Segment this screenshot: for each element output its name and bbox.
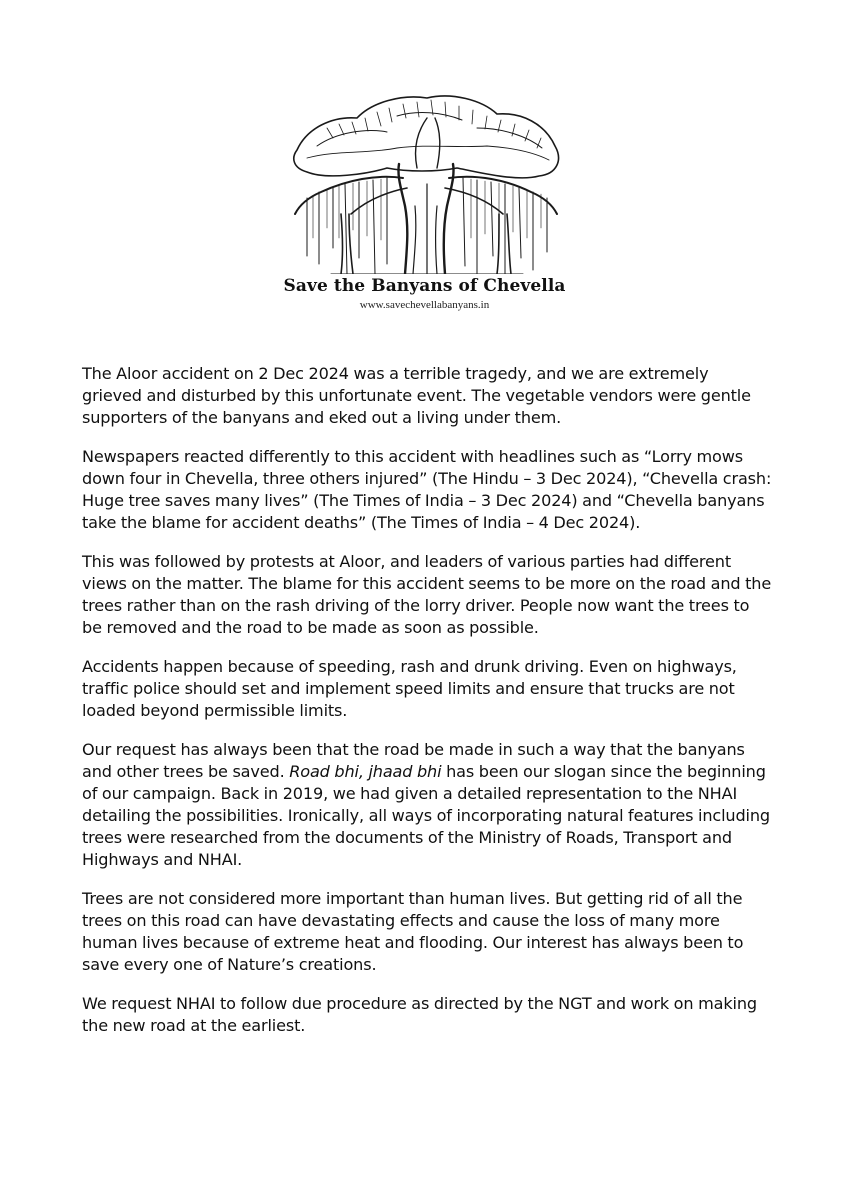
org-title: Save the Banyans of Chevella bbox=[283, 276, 566, 296]
paragraph-2: Newspapers reacted differently to this accident with headlines such as “Lorry mows down four in Chevella, three others injured” (The Hindu – 3 Dec 2024), “Chevella crash: Huge tree saves many lives” (The Times of India – 3 Dec 2024) and “Chevella banyans take the blame for accident deaths” (The Times of India – 4 Dec 2024). bbox=[82, 447, 772, 532]
paragraph-1: The Aloor accident on 2 Dec 2024 was a terrible tragedy, and we are extremely grieved and disturbed by this unfortunate event. The vegetable vendors were gentle supporters of the banyans and eked out a living under them. bbox=[82, 364, 751, 427]
paragraph-7: We request NHAI to follow due procedure as directed by the NGT and work on making the new road at the earliest. bbox=[82, 994, 757, 1035]
header-logo-block bbox=[0, 88, 849, 311]
slogan-text: Road bhi, jhaad bhi bbox=[289, 762, 442, 781]
paragraph-3: This was followed by protests at Aloor, and leaders of various parties had different views on the matter. The blame for this accident seems to be more on the road and the trees rather than on the rash driving of the lorry driver. People now want the trees to be removed and the road to be made as soon as possible. bbox=[82, 552, 772, 637]
paragraph-6: Trees are not considered more important than human lives. But getting rid of all the trees on this road can have devastating effects and cause the loss of many more human lives because of extreme heat and flooding. Our interest has always been to save every one of Nature’s creations. bbox=[82, 889, 744, 974]
letter-body bbox=[82, 363, 772, 1054]
paragraph-5-end: has been our slogan since the beginning of our campaign. Back in 2019, we had given a detailed representation to the NHAI detailing the possibilities. Ironically, all ways of incorporating natural features including trees were researched from the documents of the Ministry of Roads, Transport and Highways and NHAI. bbox=[82, 762, 770, 869]
banyan-tree-icon bbox=[277, 88, 573, 274]
paragraph-5 bbox=[82, 739, 772, 871]
paragraph-4: Accidents happen because of speeding, rash and drunk driving. Even on highways, traffic police should set and implement speed limits and ensure that trucks are not loaded beyond permissible limits. bbox=[82, 657, 737, 720]
org-url: www.savechevellabanyans.in bbox=[359, 299, 490, 311]
paragraph-5-start: Our request has always been that the road be made in such a way that the banyans and other trees be saved. bbox=[82, 740, 745, 781]
